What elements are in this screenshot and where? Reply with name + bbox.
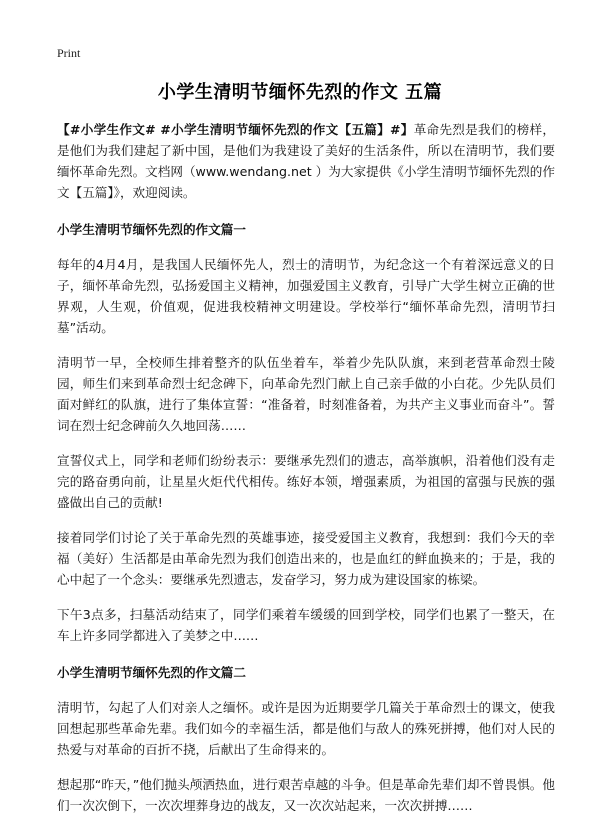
- section-heading-1: 小学生清明节缅怀先烈的作文篇一: [57, 222, 246, 237]
- section1-paragraph-1: 每年的4月4月，是我国人民缅怀先人，烈士的清明节，为纪念这一个有着深远意义的日子，缅怀革命先烈，弘扬爱国主义精神，加强爱国主义教育，引导广大学生树立正确的世界观，人生观，价值观，促进我校精神文明建设。学校举行“缅怀革命先烈，清明节扫墓”活动。: [57, 257, 555, 335]
- section-heading-2: 小学生清明节缅怀先烈的作文篇二: [57, 665, 246, 680]
- section2-paragraph-2: 想起那“昨天，”他们抛头颅洒热血，进行艰苦卓越的斗争。但是革命先辈们却不曾畏惧。他们一次次倒下，一次次埋葬身边的战友，又一次次站起来，一次次拼搏……: [57, 777, 555, 813]
- print-link[interactable]: Print: [57, 46, 81, 60]
- intro-text: 革命先烈是我们的榜样，是他们为我们建起了新中国，是他们为我建设了美好的生活条件，所以在清明节，我们要缅怀革命先烈。文档网（www.wendang.net ）为大家提供《小学生清明节缅怀先烈的作文【五篇】》，欢迎阅读。: [57, 122, 556, 200]
- article-body: [57, 119, 555, 830]
- intro-lead: 【#小学生作文# #小学生清明节缅怀先烈的作文【五篇】#】: [57, 122, 414, 137]
- section1-paragraph-3: 宣誓仪式上，同学和老师们纷纷表示：要继承先烈们的遗志，高举旗帜，沿着他们没有走完的路奋勇向前，让星星火炬代代相传。练好本领，增强素质，为祖国的富强与民族的强盛做出自己的贡献!: [57, 453, 555, 510]
- intro-paragraph: [57, 119, 555, 203]
- section1-paragraph-2: 清明节一早，全校师生排着整齐的队伍坐着车，举着少先队队旗，来到老营革命烈士陵园，师生们来到革命烈士纪念碑下，向革命先烈门献上自己亲手做的小白花。少先队员们面对鲜红的队旗，进行了集体宣誓：“准备着，时刻准备着，为共产主义事业而奋斗”。誓词在烈士纪念碑前久久地回荡……: [57, 355, 555, 433]
- section2-paragraph-1: 清明节，勾起了人们对亲人之缅怀。或许是因为近期要学几篇关于革命烈士的课文，使我回想起那些革命先辈。我们如今的幸福生活，都是他们与敌人的殊死拼搏，他们对人民的热爱与对革命的百折不挠，后献出了生命得来的。: [57, 700, 555, 757]
- section1-paragraph-5: 下午3点多，扫墓活动结束了，同学们乘着车缓缓的回到学校，同学们也累了一整天，在车上许多同学都进入了美梦之中……: [57, 607, 555, 643]
- page-title: 小学生清明节缅怀先烈的作文 五篇: [157, 82, 443, 103]
- section1-paragraph-4: 接着同学们讨论了关于革命先烈的英雄事迹，接受爱国主义教育，我想到：我们今天的幸福（美好）生活都是由革命先烈为我们创造出来的，也是血红的鲜血换来的；于是，我的心中起了一个念头：要继承先烈遗志，发奋学习，努力成为建设国家的栋梁。: [57, 530, 555, 587]
